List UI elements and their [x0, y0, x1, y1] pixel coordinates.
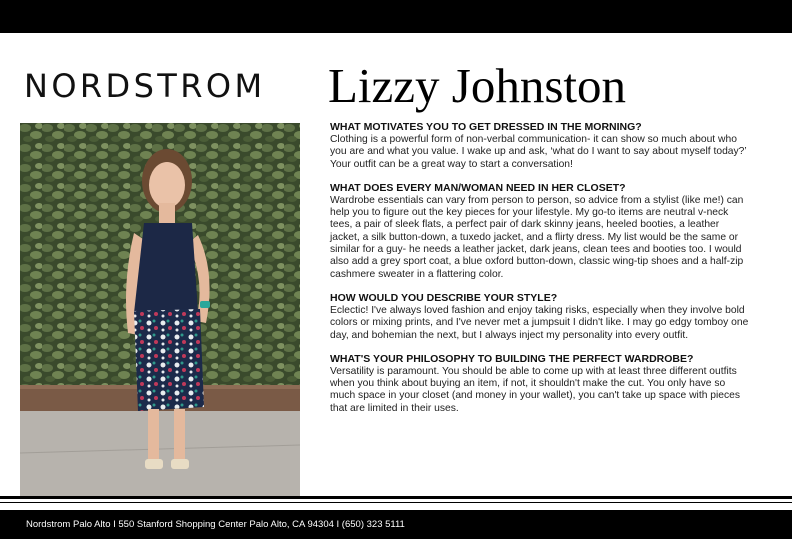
answer-text: Versatility is paramount. You should be able to come up with at least three different outfits when you think about buying an item, if not, it shouldn't make the cut. You only have so much space in your closet (and money in your wallet), you can't take up space with pieces that are limited in their uses.: [330, 365, 741, 414]
qa-item: [330, 353, 750, 415]
question-heading: HOW WOULD YOU DESCRIBE YOUR STYLE?: [330, 291, 558, 304]
stylist-portrait-image: [20, 123, 300, 496]
nordstrom-logo: NORDSTROM: [24, 67, 266, 105]
qa-item: [330, 182, 750, 281]
store-address: Nordstrom Palo Alto I 550 Stanford Shopping Center Palo Alto, CA 94304 I (650) 323 5111: [26, 519, 405, 530]
question-heading: WHAT MOTIVATES YOU TO GET DRESSED IN THE MORNING?: [330, 121, 642, 133]
question-heading: WHAT DOES EVERY MAN/WOMAN NEED IN HER CLOSET?: [330, 181, 626, 194]
qa-content: [330, 121, 750, 426]
stylist-photo: [20, 123, 300, 496]
qa-item: [330, 292, 750, 342]
answer-text: Clothing is a powerful form of non-verbal communication- it can show so much about who you are and what you value. I wake up and ask, ‘what do I want to say about myself today?’ Your outfit can be a great way to start a conversation!: [330, 134, 747, 170]
stylist-name: Lizzy Johnston: [328, 58, 627, 113]
answer-text: Eclectic! I've always loved fashion and enjoy taking risks, especially when they involve bold colors or mixing prints, and I've never met a jumpsuit I didn't like. I may go edgy tomboy one day, and bohemian the next, but I always inject my personality into every outfit.: [330, 304, 749, 341]
footer-divider-thin: [0, 502, 792, 503]
question-heading: WHAT'S YOUR PHILOSOPHY TO BUILDING THE PERFECT WARDROBE?: [330, 352, 694, 365]
top-black-bar: [0, 0, 792, 33]
qa-item: [330, 121, 750, 171]
answer-text: Wardrobe essentials can vary from person to person, so advice from a stylist (like me!) can help you to figure out the key pieces for your lifestyle. My go-to items are neutral v-neck tees, a pair of sleek flats, a perfect pair of dark skinny jeans, heeled booties, a leather jacket, a silk button-down, a tuxedo jacket, and a flirty dress. My list would be the same or similar for a guy- he needs a leather jacket, dark jeans, clean tees and booties too. I would also add a grey sport coat, a blue oxford button-down, classic wing-tip shoes and a half-zip cashmere sweater in a flattering color.: [330, 194, 744, 280]
footer-divider-thick: [0, 496, 792, 499]
footer-bar: [0, 510, 792, 539]
